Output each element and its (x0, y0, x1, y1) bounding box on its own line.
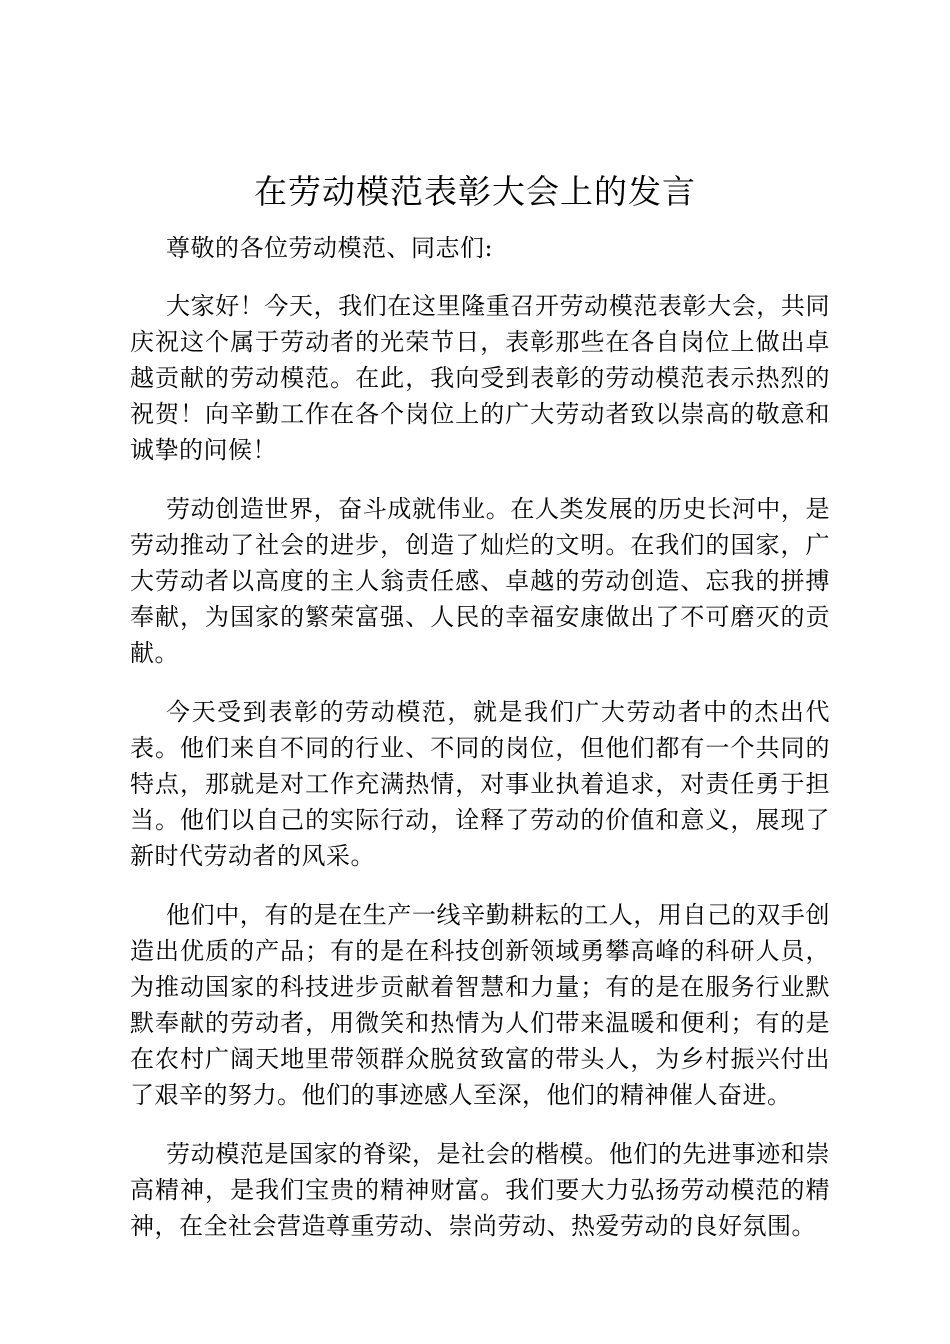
salutation: 尊敬的各位劳动模范、同志们: (166, 234, 494, 262)
paragraph-5: 劳动模范是国家的脊梁，是社会的楷模。他们的先进事迹和崇高精神，是我们宝贵的精神财富。我们要大力弘扬劳动模范的精神，在全社会营造尊重劳动、崇尚劳动、热爱劳动的良好氛围。 (130, 1140, 830, 1240)
document-body (130, 230, 830, 1267)
paragraph-3: 今天受到表彰的劳动模范，就是我们广大劳动者中的杰出代表。他们来自不同的行业、不同的岗位，但他们都有一个共同的特点，那就是对工作充满热情，对事业执着追求，对责任勇于担当。他们以自己的实际行动，诠释了劳动的价值和意义，展现了新时代劳动者的风采。 (130, 698, 830, 870)
paragraph-2: 劳动创造世界，奋斗成就伟业。在人类发展的历史长河中，是劳动推动了社会的进步，创造了灿烂的文明。在我们的国家，广大劳动者以高度的主人翁责任感、卓越的劳动创造、忘我的拼搏奉献，为国家的繁荣富强、人民的幸福安康做出了不可磨灭的贡献。 (130, 495, 830, 667)
paragraph-1: 大家好！今天，我们在这里隆重召开劳动模范表彰大会，共同庆祝这个属于劳动者的光荣节日，表彰那些在各自岗位上做出卓越贡献的劳动模范。在此，我向受到表彰的劳动模范表示热烈的祝贺！向辛勤工作在各个岗位上的广大劳动者致以崇高的敬意和诚挚的问候！ (130, 292, 830, 464)
document-title: 在劳动模范表彰大会上的发言 (254, 172, 696, 211)
paragraph-4: 他们中，有的是在生产一线辛勤耕耘的工人，用自己的双手创造出优质的产品；有的是在科技创新领域勇攀高峰的科研人员，为推动国家的科技进步贡献着智慧和力量；有的是在服务行业默默奉献的劳动者，用微笑和热情为人们带来温暖和便利；有的是在农村广阔天地里带领群众脱贫致富的带头人，为乡村振兴付出了艰辛的努力。他们的事迹感人至深，他们的精神催人奋进。 (130, 901, 830, 1109)
